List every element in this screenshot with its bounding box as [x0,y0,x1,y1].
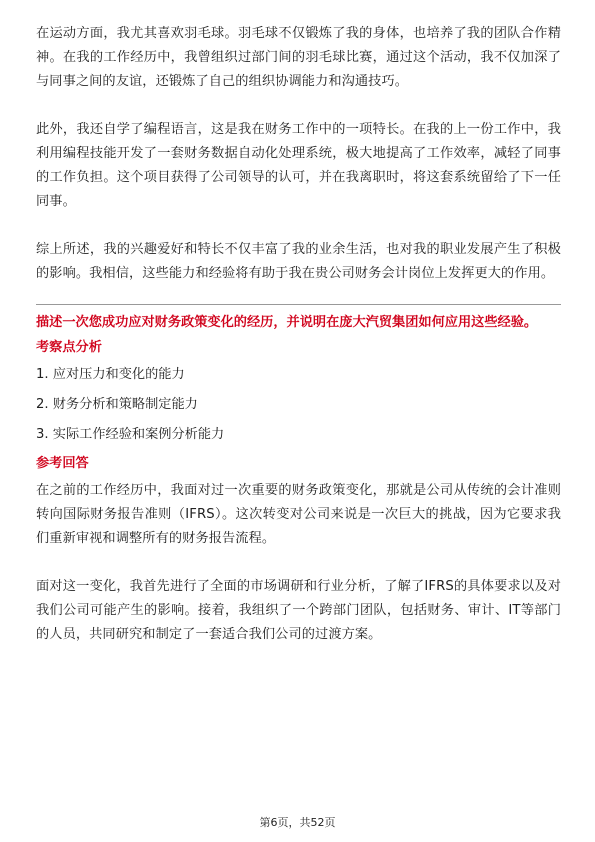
list-item: 1. 应对压力和变化的能力 [36,367,185,382]
list-item: 2. 财务分析和策略制定能力 [36,397,198,412]
list-item: 3. 实际工作经验和案例分析能力 [36,427,225,442]
analysis-list [36,363,561,447]
paragraph-sports: 在运动方面，我尤其喜欢羽毛球。羽毛球不仅锻炼了我的身体，也培养了我的团队合作精神。在我的工作经历中，我曾组织过部门间的羽毛球比赛，通过这个活动，我不仅加深了与同事之间的友谊，还锻炼了自己的组织协调能力和沟通技巧。 [36,26,561,89]
section-divider [36,304,561,305]
page-content [36,22,561,671]
answer-paragraph-1: 在之前的工作经历中，我面对过一次重要的财务政策变化，那就是公司从传统的会计准则转向国际财务报告准则（IFRS）。这次转变对公司来说是一次巨大的挑战，因为它要求我们重新审视和调整所有的财务报告流程。 [36,483,561,546]
analysis-title: 考察点分析 [36,340,102,355]
question-heading: 描述一次您成功应对财务政策变化的经历，并说明在庞大汽贸集团如何应用这些经验。 [36,315,538,330]
paragraph-summary: 综上所述，我的兴趣爱好和特长不仅丰富了我的业余生活，也对我的职业发展产生了积极的影响。我相信，这些能力和经验将有助于我在贵公司财务会计岗位上发挥更大的作用。 [36,242,561,281]
paragraph-programming: 此外，我还自学了编程语言，这是我在财务工作中的一项特长。在我的上一份工作中，我利用编程技能开发了一套财务数据自动化处理系统，极大地提高了工作效率，减轻了同事的工作负担。这个项目获得了公司领导的认可，并在我离职时，将这套系统留给了下一任同事。 [36,122,561,209]
answer-paragraph-2: 面对这一变化，我首先进行了全面的市场调研和行业分析，了解了IFRS的具体要求以及对我们公司可能产生的影响。接着，我组织了一个跨部门团队，包括财务、审计、IT等部门的人员，共同研究和制定了一套适合我们公司的过渡方案。 [36,579,561,642]
answer-title: 参考回答 [36,456,89,471]
page-number: 第6页，共52页 [259,816,336,829]
